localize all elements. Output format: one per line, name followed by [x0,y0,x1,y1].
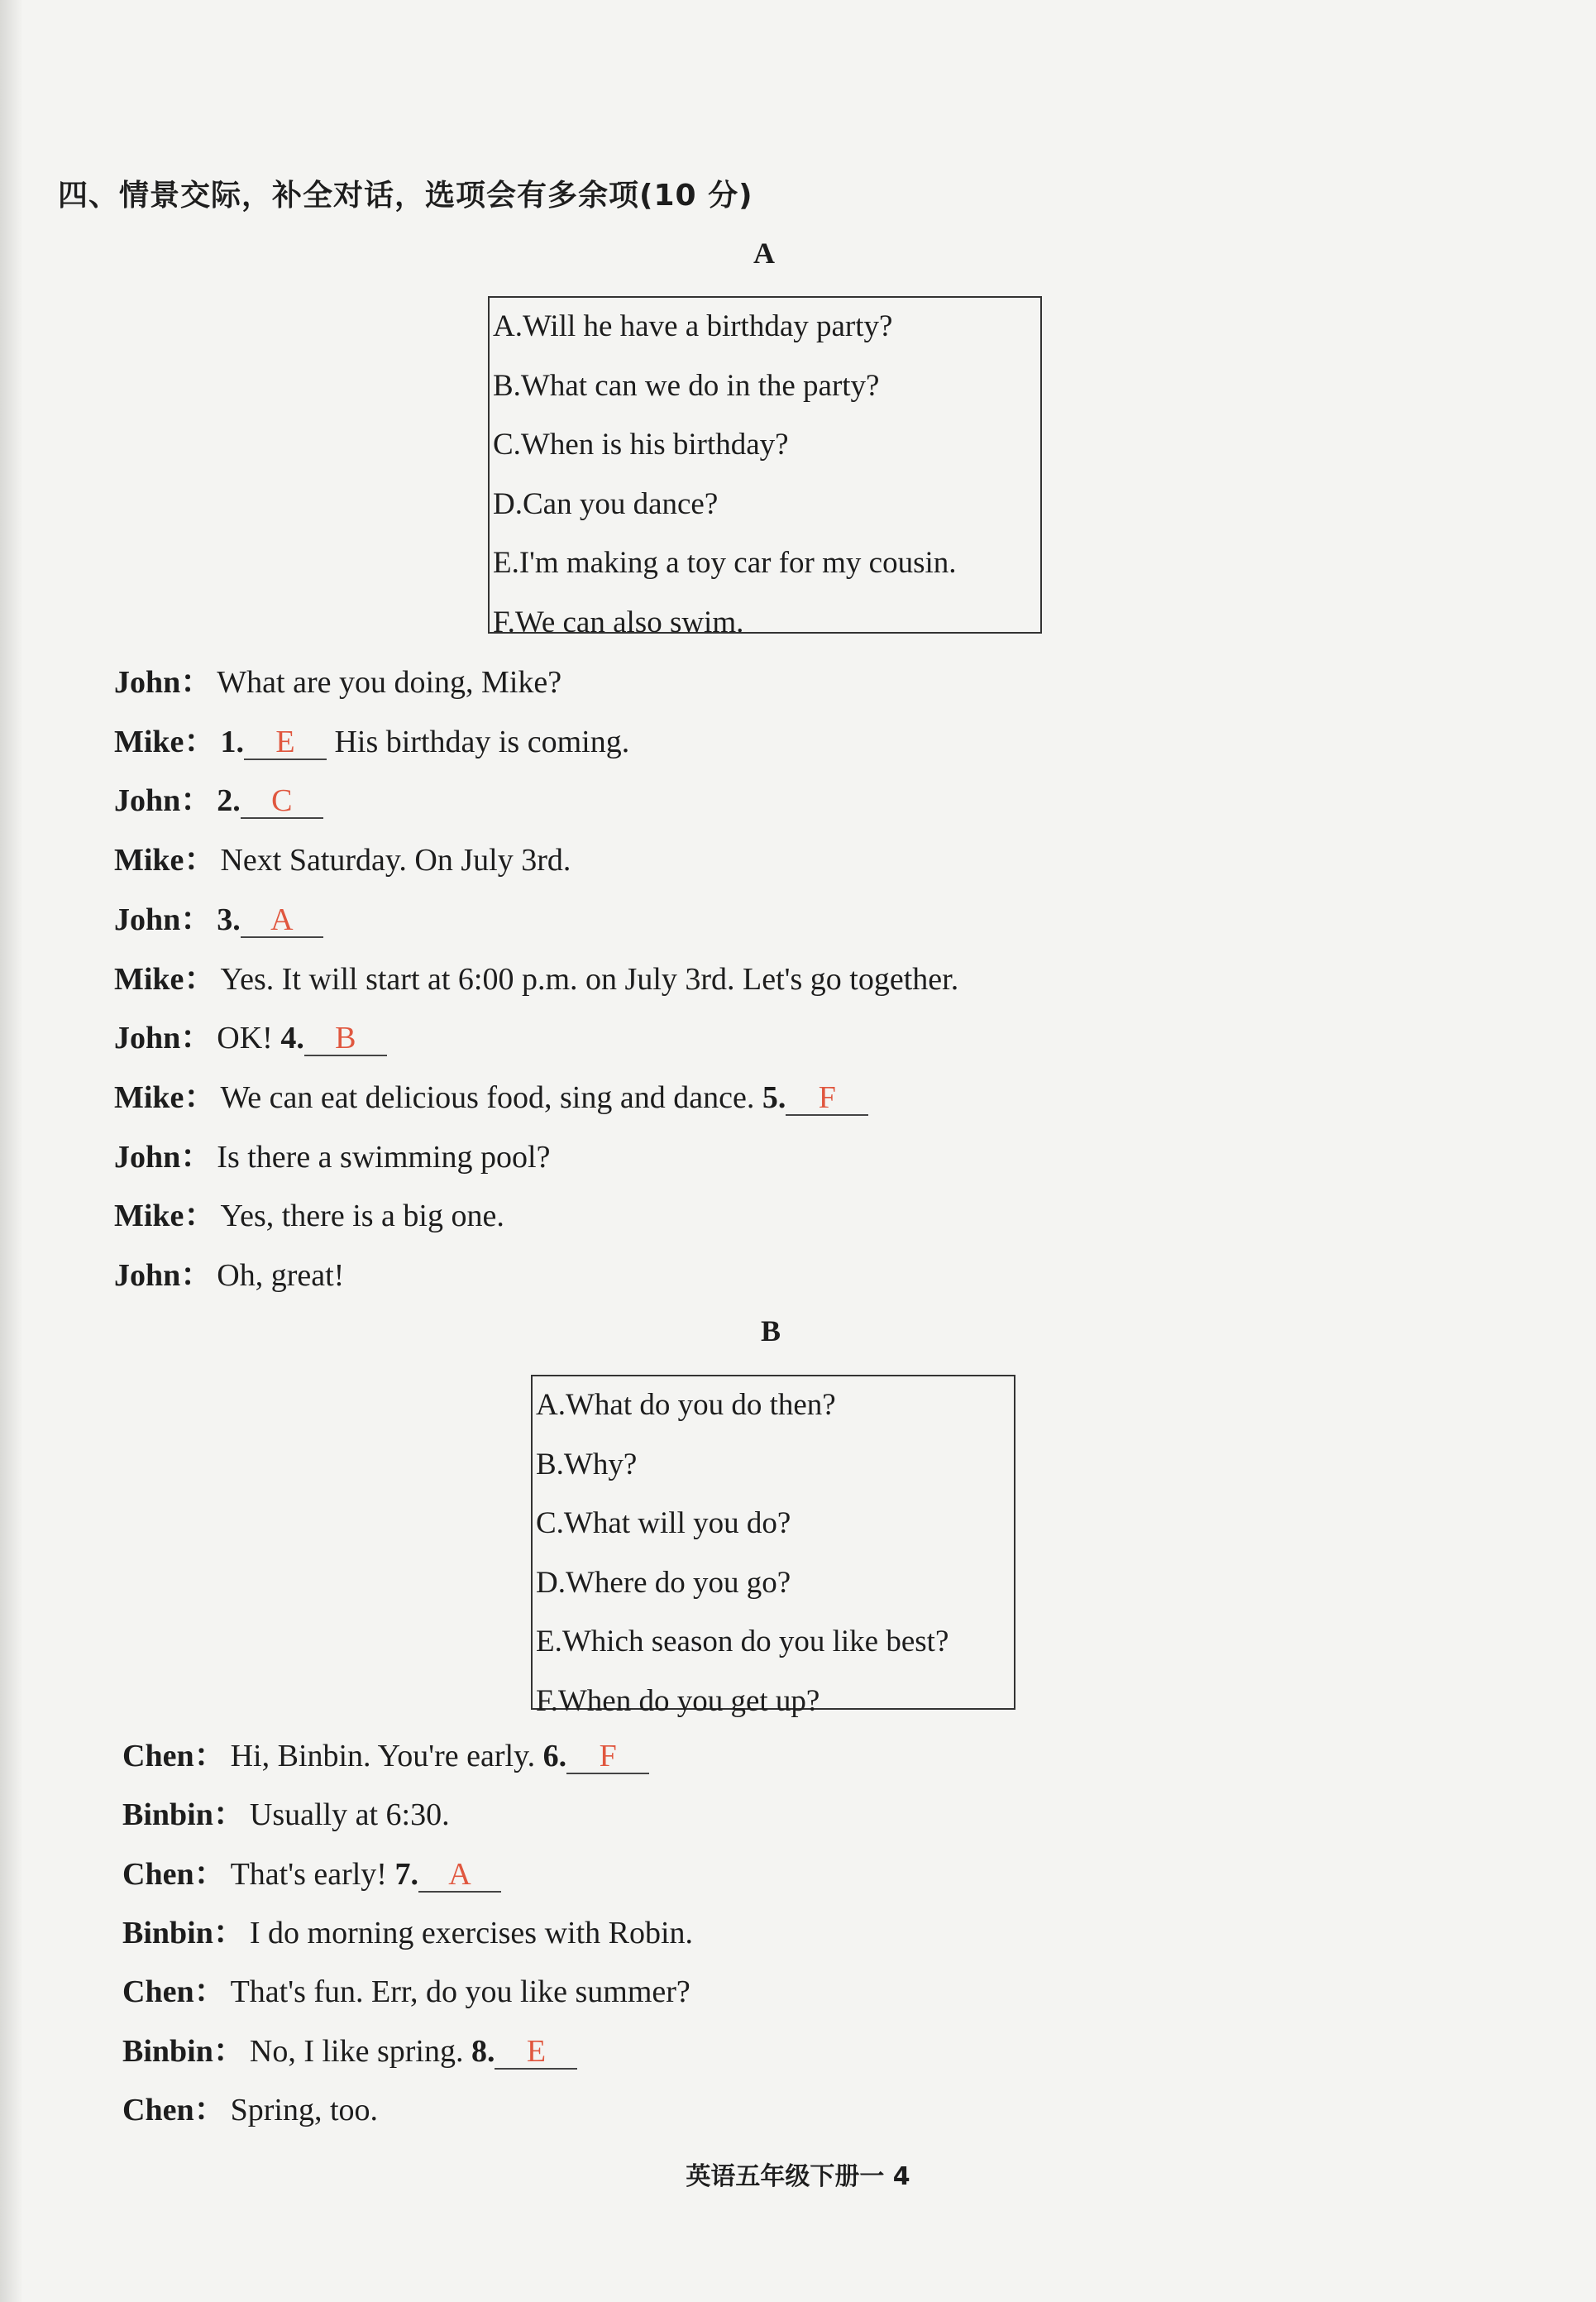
answer-blank[interactable]: A [418,1858,501,1893]
answer-blank[interactable]: B [304,1022,387,1056]
section-a-options-box [488,296,1042,639]
dialogue-text: OK! [217,1021,273,1056]
speaker-name: John [114,902,181,937]
speaker-name: Mike [114,1079,184,1115]
dialogue-line [114,1137,550,1178]
speaker-name: Chen [122,1856,194,1892]
section-b-option: E.Which season do you like best? [536,1625,949,1658]
speaker-name: Binbin [122,1915,213,1950]
dialogue-text: Spring, too. [230,2092,378,2127]
speaker-colon: ： [184,1079,216,1115]
dialogue-text: Oh, great! [217,1258,345,1293]
question-number: 3. [217,902,241,937]
answer-blank[interactable]: E [495,2035,577,2070]
dialogue-line [122,1912,693,1954]
speaker-colon: ： [213,1915,245,1950]
speaker-name: John [114,1021,181,1056]
speaker-colon: ： [213,1797,245,1833]
section-a-option: E.I'm making a toy car for my cousin. [493,546,957,580]
speaker-colon: ： [180,1258,213,1293]
speaker-name: John [114,1139,181,1175]
question-number: 1. [220,724,244,759]
section-b-option: A.What do you do then? [536,1388,836,1422]
section-a-option: A.Will he have a birthday party? [493,309,893,343]
dialogue-line [122,2031,577,2072]
speaker-name: Mike [114,724,184,759]
dialogue-text: What are you doing, Mike? [217,665,562,700]
section-b-title: B [760,1314,781,1347]
dialogue-text: That's early! [230,1856,387,1892]
dialogue-line [114,780,323,821]
speaker-name: John [114,665,181,700]
dialogue-line [114,1077,868,1118]
answer-blank[interactable]: C [241,784,323,819]
speaker-colon: ： [213,2033,245,2069]
speaker-name: Chen [122,1739,194,1773]
dialogue-text: Is there a swimming pool? [217,1139,551,1175]
speaker-colon: ： [180,1139,213,1175]
section-b-options-box [531,1375,1015,1718]
section-b-option: D.Where do you go? [536,1565,791,1600]
section-a-title: A [753,237,775,270]
section-a-option: F.We can also swim. [493,605,744,639]
speaker-colon: ： [194,2092,226,2127]
dialogue-text: His birthday is coming. [334,724,630,759]
dialogue-text: Yes. It will start at 6:00 p.m. on July 3rd. Let's go together. [220,961,959,997]
speaker-name: Chen [122,2092,194,2127]
section-b-option: C.What will you do? [536,1506,791,1540]
section-b-option: F.When do you get up? [536,1683,820,1718]
dialogue-line [122,1794,450,1835]
question-number: 2. [217,783,241,819]
speaker-colon: ： [194,1974,226,2010]
dialogue-line [114,1195,504,1237]
answer-blank[interactable]: A [241,903,323,938]
dialogue-text: Next Saturday. On July 3rd. [220,843,571,878]
speaker-colon: ： [180,665,213,700]
page-footer: 英语五年级下册一 4 [686,2162,910,2191]
dialogue-text: That's fun. Err, do you like summer? [230,1974,690,2010]
dialogue-line [122,1854,501,1895]
speaker-name: Binbin [122,2033,213,2069]
dialogue-line [114,840,571,881]
dialogue-line [114,959,958,1000]
answer-blank[interactable]: E [244,725,327,760]
question-number: 5. [762,1079,786,1115]
speaker-colon: ： [180,783,213,819]
answer-blank[interactable]: F [786,1081,868,1116]
dialogue-line [114,899,323,940]
dialogue-line [114,721,629,763]
section-a-option: C.When is his birthday? [493,428,789,462]
dialogue-line [114,662,561,703]
speaker-name: Binbin [122,1797,213,1833]
dialogue-line [122,2089,378,2131]
dialogue-text: We can eat delicious food, sing and dance. [220,1079,755,1115]
speaker-colon: ： [184,1199,216,1234]
question-number: 8. [471,2033,495,2069]
speaker-colon: ： [180,1021,213,1056]
speaker-colon: ： [184,724,216,759]
speaker-name: John [114,783,181,819]
answer-blank[interactable]: F [566,1740,649,1774]
dialogue-line [122,1971,690,2012]
section-a-option: D.Can you dance? [493,486,719,521]
section-a-option: B.What can we do in the party? [493,368,880,403]
question-number: 6. [542,1739,567,1773]
dialogue-text: I do morning exercises with Robin. [249,1915,694,1950]
dialogue-text: Usually at 6:30. [249,1797,450,1833]
speaker-name: Mike [114,961,184,997]
speaker-colon: ： [184,961,216,997]
speaker-name: Chen [122,1974,194,2010]
question-number: 4. [280,1021,304,1056]
section-b-option: B.Why? [536,1447,638,1481]
speaker-colon: ： [184,843,216,878]
speaker-colon: ： [180,902,213,937]
speaker-name: Mike [114,843,184,878]
question-number: 7. [394,1856,418,1892]
dialogue-line [114,1255,344,1296]
dialogue-line [122,1735,649,1777]
section-heading: 四、情景交际，补全对话，选项会有多余项(10 分) [58,179,753,213]
speaker-colon: ： [194,1856,226,1892]
speaker-name: Mike [114,1199,184,1234]
dialogue-text: Yes, there is a big one. [220,1199,504,1234]
speaker-name: John [114,1258,181,1293]
dialogue-line [114,1017,387,1059]
dialogue-text: Hi, Binbin. You're early. [230,1739,536,1773]
page-edge [0,0,23,2302]
dialogue-text: No, I like spring. [249,2033,464,2069]
speaker-colon: ： [194,1739,226,1773]
